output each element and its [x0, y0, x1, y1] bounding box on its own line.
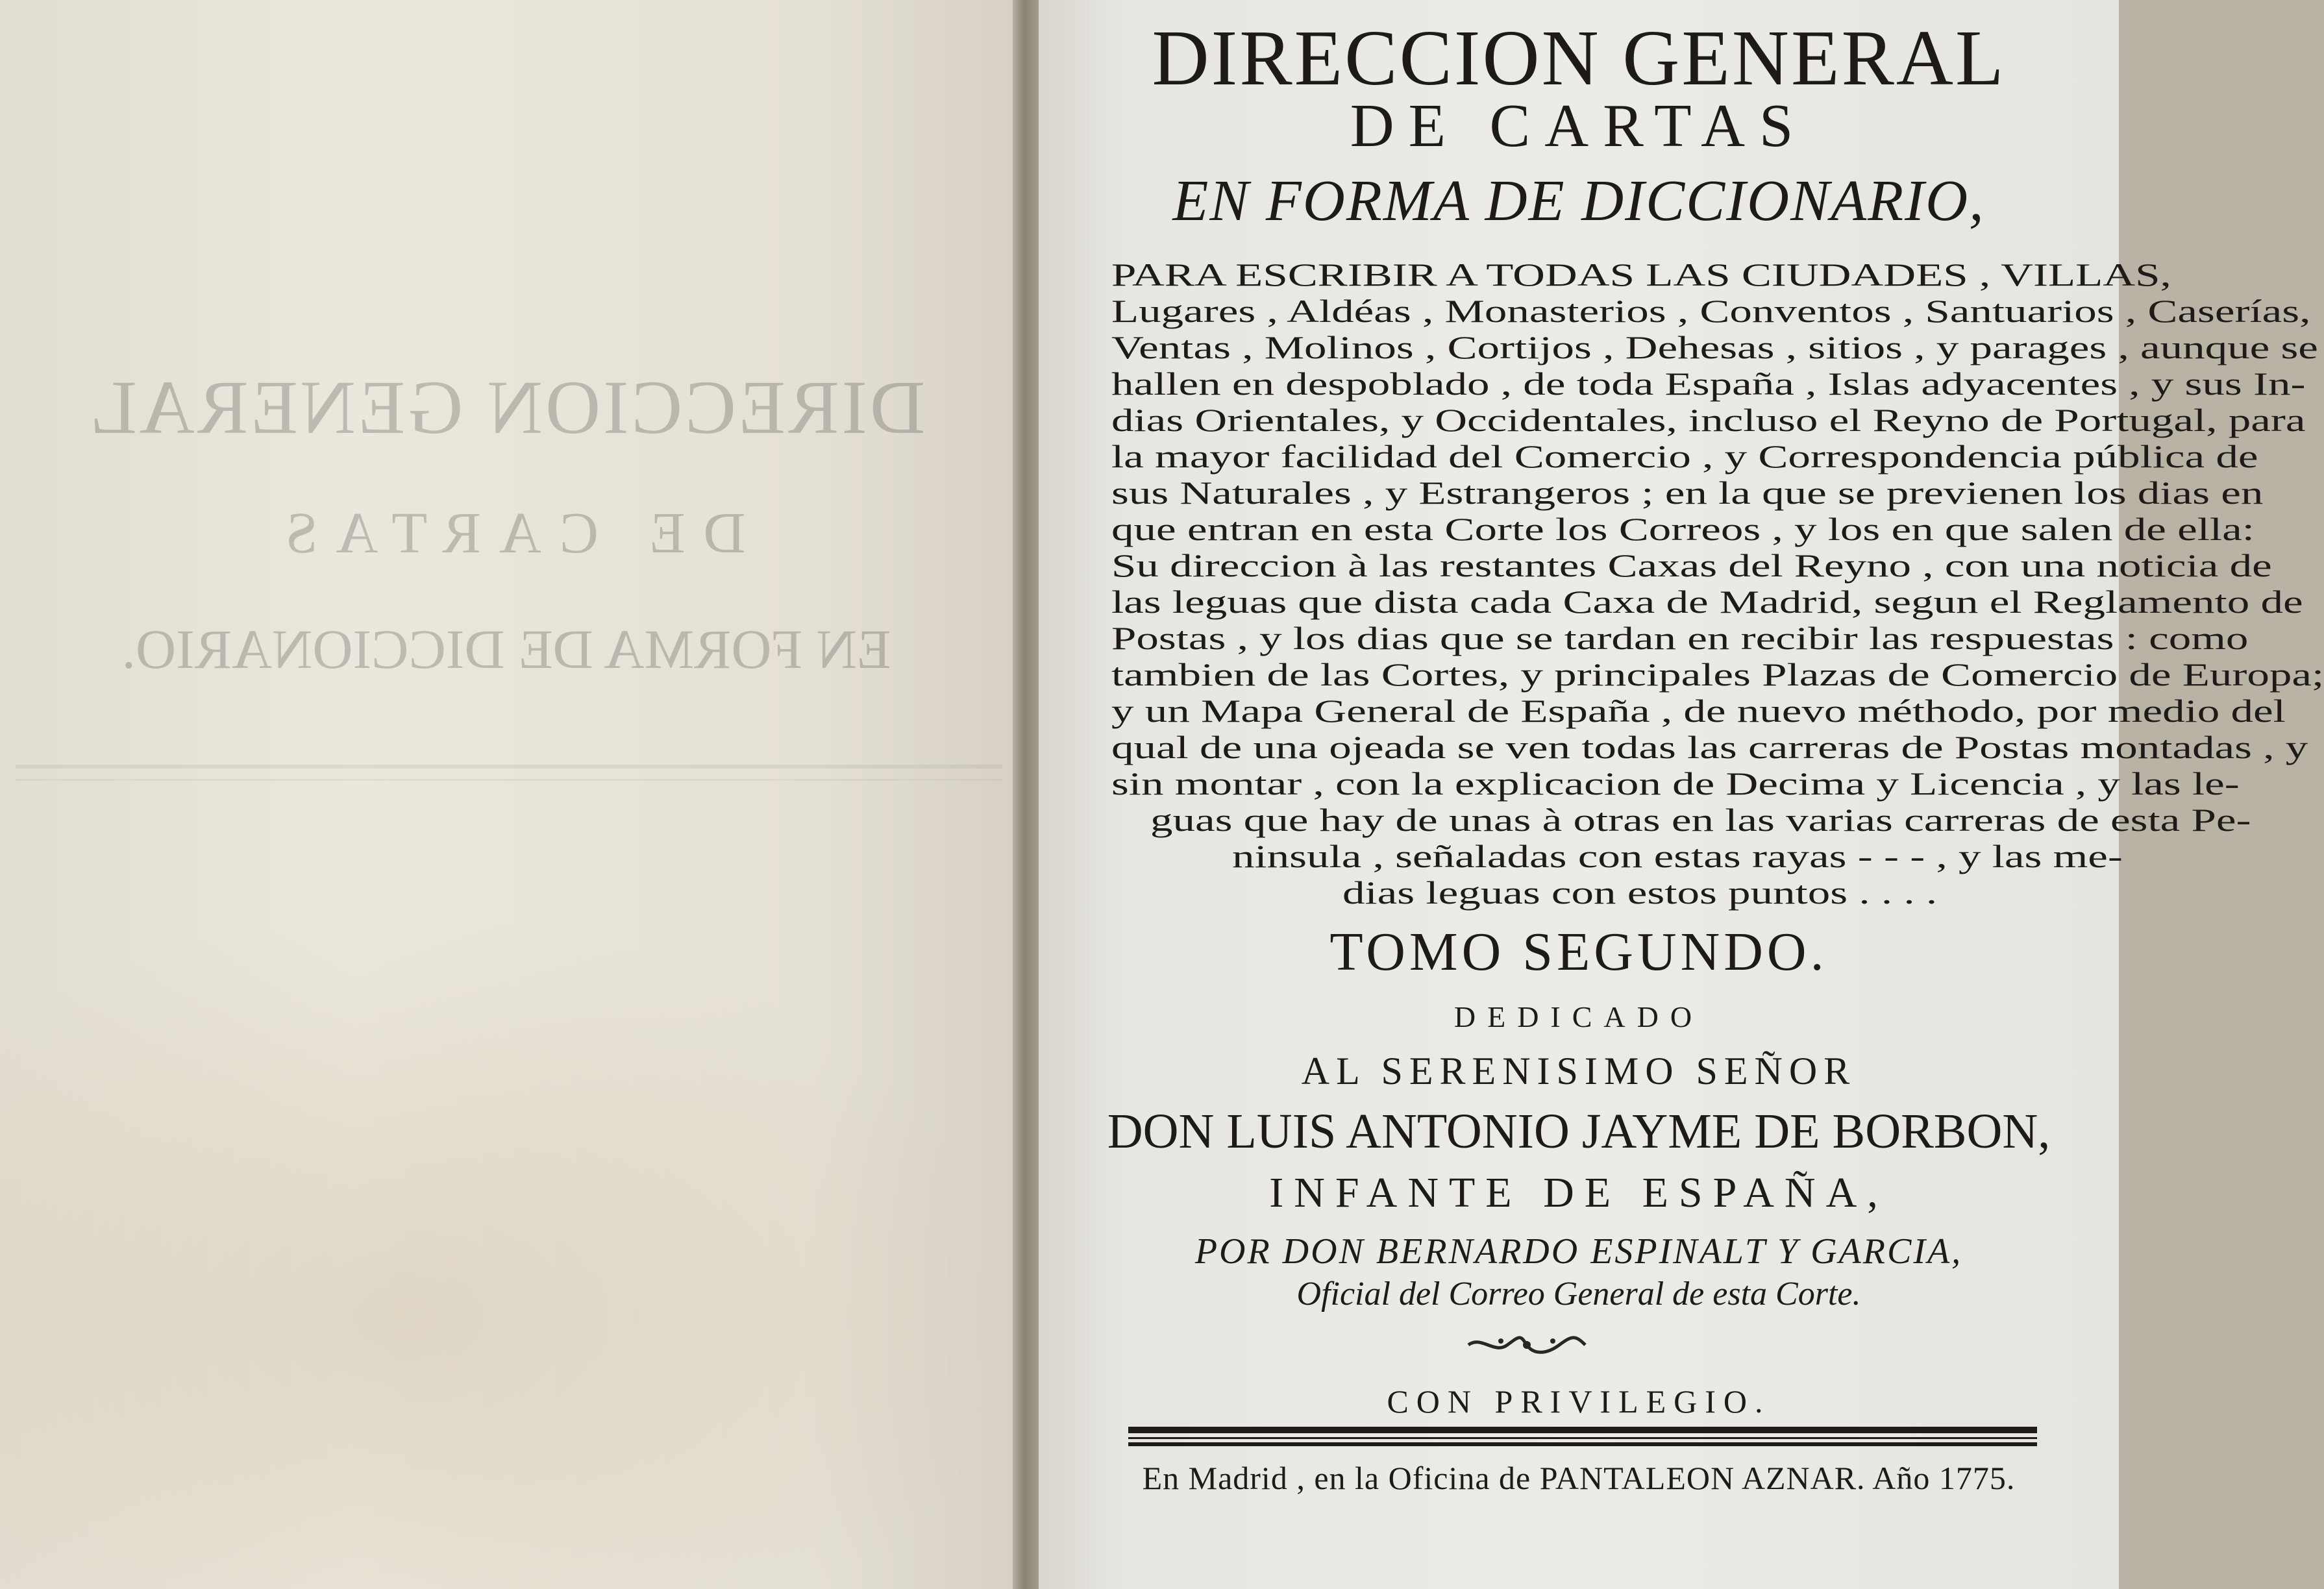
- body-line: qual de una ojeada se ven todas las carreras de Postas montadas , y: [1111, 729, 2308, 765]
- title-page: [1039, 0, 2324, 1589]
- book-gutter: [1013, 0, 1039, 1589]
- bleed-through-text: [0, 0, 1013, 844]
- body-line: Ventas , Molinos , Cortijos , Dehesas , sitios , y parages , aunque se: [1111, 329, 2318, 365]
- dedicatee-name: DON LUIS ANTONIO JAYME DE BORBON,: [1107, 1104, 2051, 1159]
- title-line-2: DE CARTAS: [1350, 92, 1808, 160]
- body-line: dias Orientales, y Occidentales, incluso el Reyno de Portugal, para: [1111, 402, 2306, 438]
- body-line: Lugares , Aldéas , Monasterios , Conventos , Santuarios , Caserías,: [1111, 293, 2311, 329]
- body-line: y un Mapa General de España , de nuevo méthodo, por medio del: [1111, 693, 2286, 729]
- double-rule: [1128, 1424, 2037, 1450]
- body-line: las leguas que dista cada Caxa de Madrid, segun el Reglamento de: [1111, 584, 2303, 620]
- author-office: Oficial del Correo General de esta Corte.: [1296, 1275, 1861, 1312]
- author-line: POR DON BERNARDO ESPINALT Y GARCIA,: [1194, 1231, 1963, 1272]
- body-line: dias leguas con estos puntos . . . .: [1342, 874, 1938, 911]
- ornament-icon: [1462, 1332, 1592, 1358]
- body-line: hallen en despoblado , de toda España , Islas adyacentes , y sus In-: [1111, 365, 2306, 402]
- body-line: que entran en esta Corte los Correos , y los en que salen de ella:: [1111, 511, 2255, 547]
- paper-stain: [0, 909, 1013, 1589]
- body-line: sus Naturales , y Estrangeros ; en la que se previenen los dias en: [1111, 474, 2264, 511]
- body-line: sin montar , con la explicacion de Decima y Licencia , y las le-: [1111, 765, 2240, 802]
- body-line: Postas , y los dias que se tardan en recibir las respuestas : como: [1111, 620, 2249, 656]
- dedication-line: AL SERENISIMO SEÑOR: [1301, 1050, 1857, 1092]
- body-line: guas que hay de unas à otras en las varias carreras de esta Pe-: [1150, 802, 2251, 838]
- volume-title: TOMO SEGUNDO.: [1329, 922, 1828, 982]
- dedicatee-title: INFANTE DE ESPAÑA,: [1269, 1169, 1888, 1216]
- bleed-line-3: EN FORMA DE DICCIONARIO.: [121, 618, 891, 680]
- privilege-line: CON PRIVILEGIO.: [1387, 1383, 1771, 1420]
- body-line: Su direccion à las restantes Caxas del Reyno , con una noticia de: [1111, 547, 2272, 584]
- bleed-line-1: DIRECCION GENERAL: [87, 365, 926, 450]
- title-line-3: EN FORMA DE DICCIONARIO,: [1172, 169, 1985, 233]
- dedication-label: DEDICADO: [1453, 1000, 1704, 1033]
- left-page: [0, 0, 1013, 1589]
- body-line: ninsula , señaladas con estas rayas - - - , y las me-: [1232, 838, 2123, 874]
- body-line: PARA ESCRIBIR A TODAS LAS CIUDADES , VILLAS,: [1111, 256, 2171, 293]
- bleed-line-2: DE CARTAS: [267, 501, 746, 565]
- imprint-line: En Madrid , en la Oficina de PANTALEON AZNAR. Año 1775.: [1142, 1460, 2016, 1496]
- bleed-rule: [16, 765, 1002, 781]
- title-line-1: DIRECCION GENERAL: [1152, 14, 2006, 102]
- body-line: tambien de las Cortes, y principales Plazas de Comercio de Europa;: [1111, 656, 2324, 693]
- body-line: la mayor facilidad del Comercio , y Correspondencia pública de: [1111, 438, 2258, 474]
